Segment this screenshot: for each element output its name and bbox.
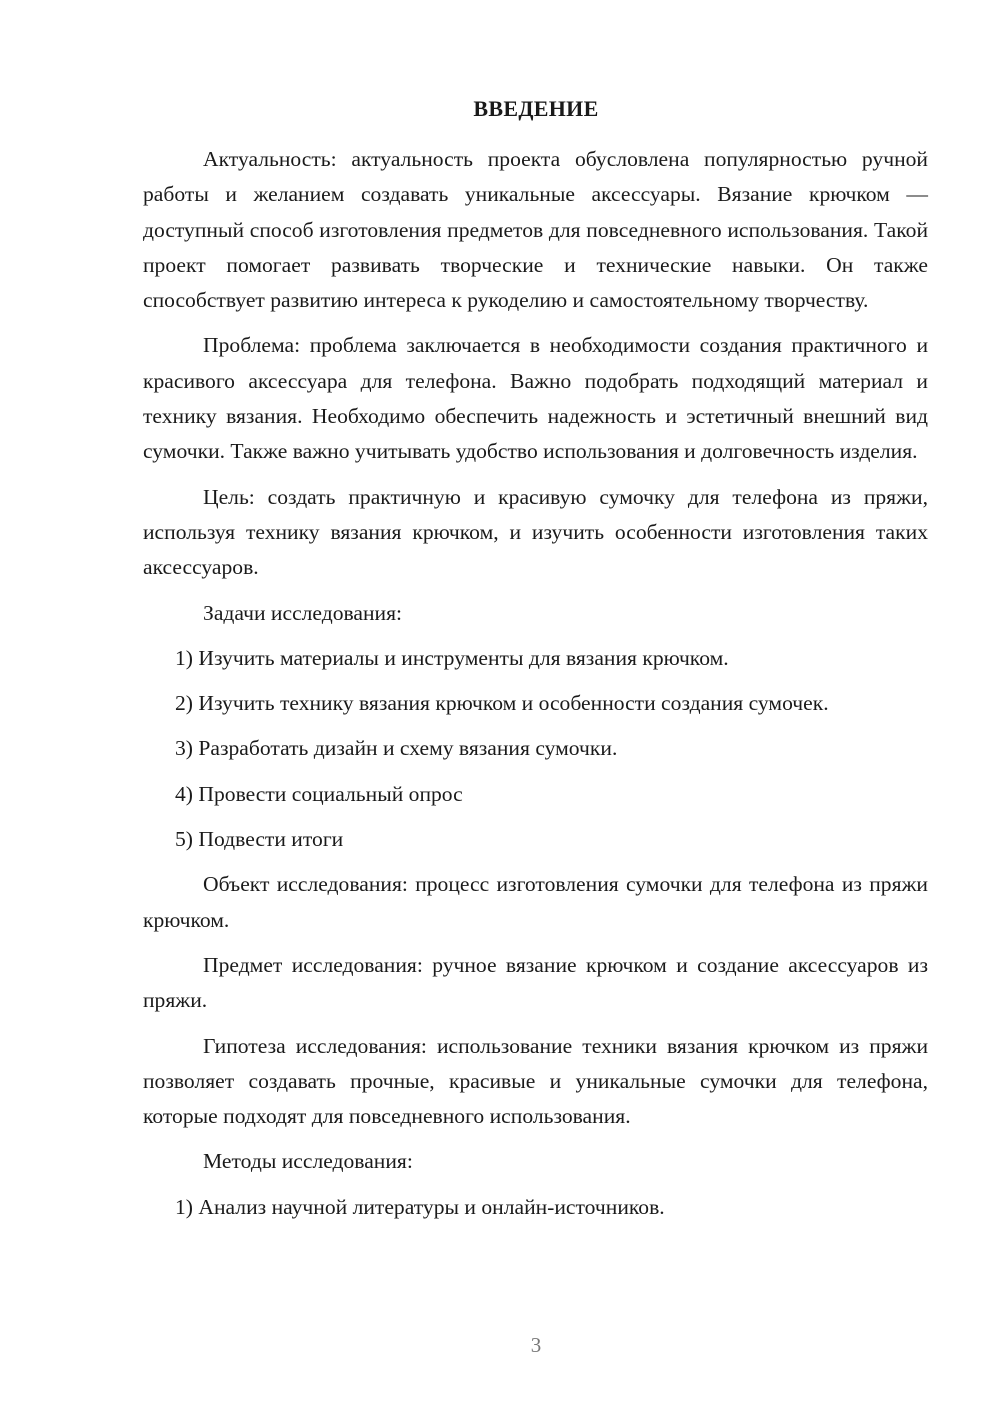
paragraph-relevance: Актуальность: актуальность проекта обусловлена популярностью ручной работы и желанием создавать уникальные аксессуары. Вязание крючком — доступный способ изготовления предметов для повседневного использования. Такой проект помогает развивать творческие и технические навыки. Он также способствует развитию интереса к рукоделию и самостоятельному творчеству. xyxy=(143,147,928,313)
paragraph-goal: Цель: создать практичную и красивую сумочку для телефона из пряжи, используя технику вязания крючком, и изучить особенности изготовления таких аксессуаров. xyxy=(143,484,928,580)
paragraph-problem: Проблема: проблема заключается в необходимости создания практичного и красивого аксессуара для телефона. Важно подобрать подходящий материал и технику вязания. Необходимо обеспечить надежность и эстетичный внешний вид сумочки. Также важно учитывать удобство использования и долговечность изделия. xyxy=(143,333,928,464)
paragraph-hypothesis: Гипотеза исследования: использование техники вязания крючком из пряжи позволяет создавать прочные, красивые и уникальные сумочки для телефона, которые подходят для повседневного использования. xyxy=(143,1033,928,1129)
task-item-4: 4) Провести социальный опрос xyxy=(175,781,463,806)
document-body xyxy=(143,142,928,1235)
paragraph-subject: Предмет исследования: ручное вязание крючком и создание аксессуаров из пряжи. xyxy=(143,952,928,1013)
task-item-2: 2) Изучить технику вязания крючком и особенности создания сумочек. xyxy=(175,691,829,716)
page-number: 3 xyxy=(530,1333,542,1357)
paragraph-object: Объект исследования: процесс изготовления сумочки для телефона из пряжи крючком. xyxy=(143,872,928,932)
tasks-heading: Задачи исследования: xyxy=(203,600,403,625)
methods-heading: Методы исследования: xyxy=(203,1149,413,1174)
method-item-1: 1) Анализ научной литературы и онлайн-источников. xyxy=(175,1194,665,1219)
task-item-3: 3) Разработать дизайн и схему вязания сумочки. xyxy=(175,736,618,761)
task-item-5: 5) Подвести итоги xyxy=(175,827,344,852)
page-title: ВВЕДЕНИЕ xyxy=(473,96,599,121)
task-item-1: 1) Изучить материалы и инструменты для вязания крючком. xyxy=(175,645,729,670)
